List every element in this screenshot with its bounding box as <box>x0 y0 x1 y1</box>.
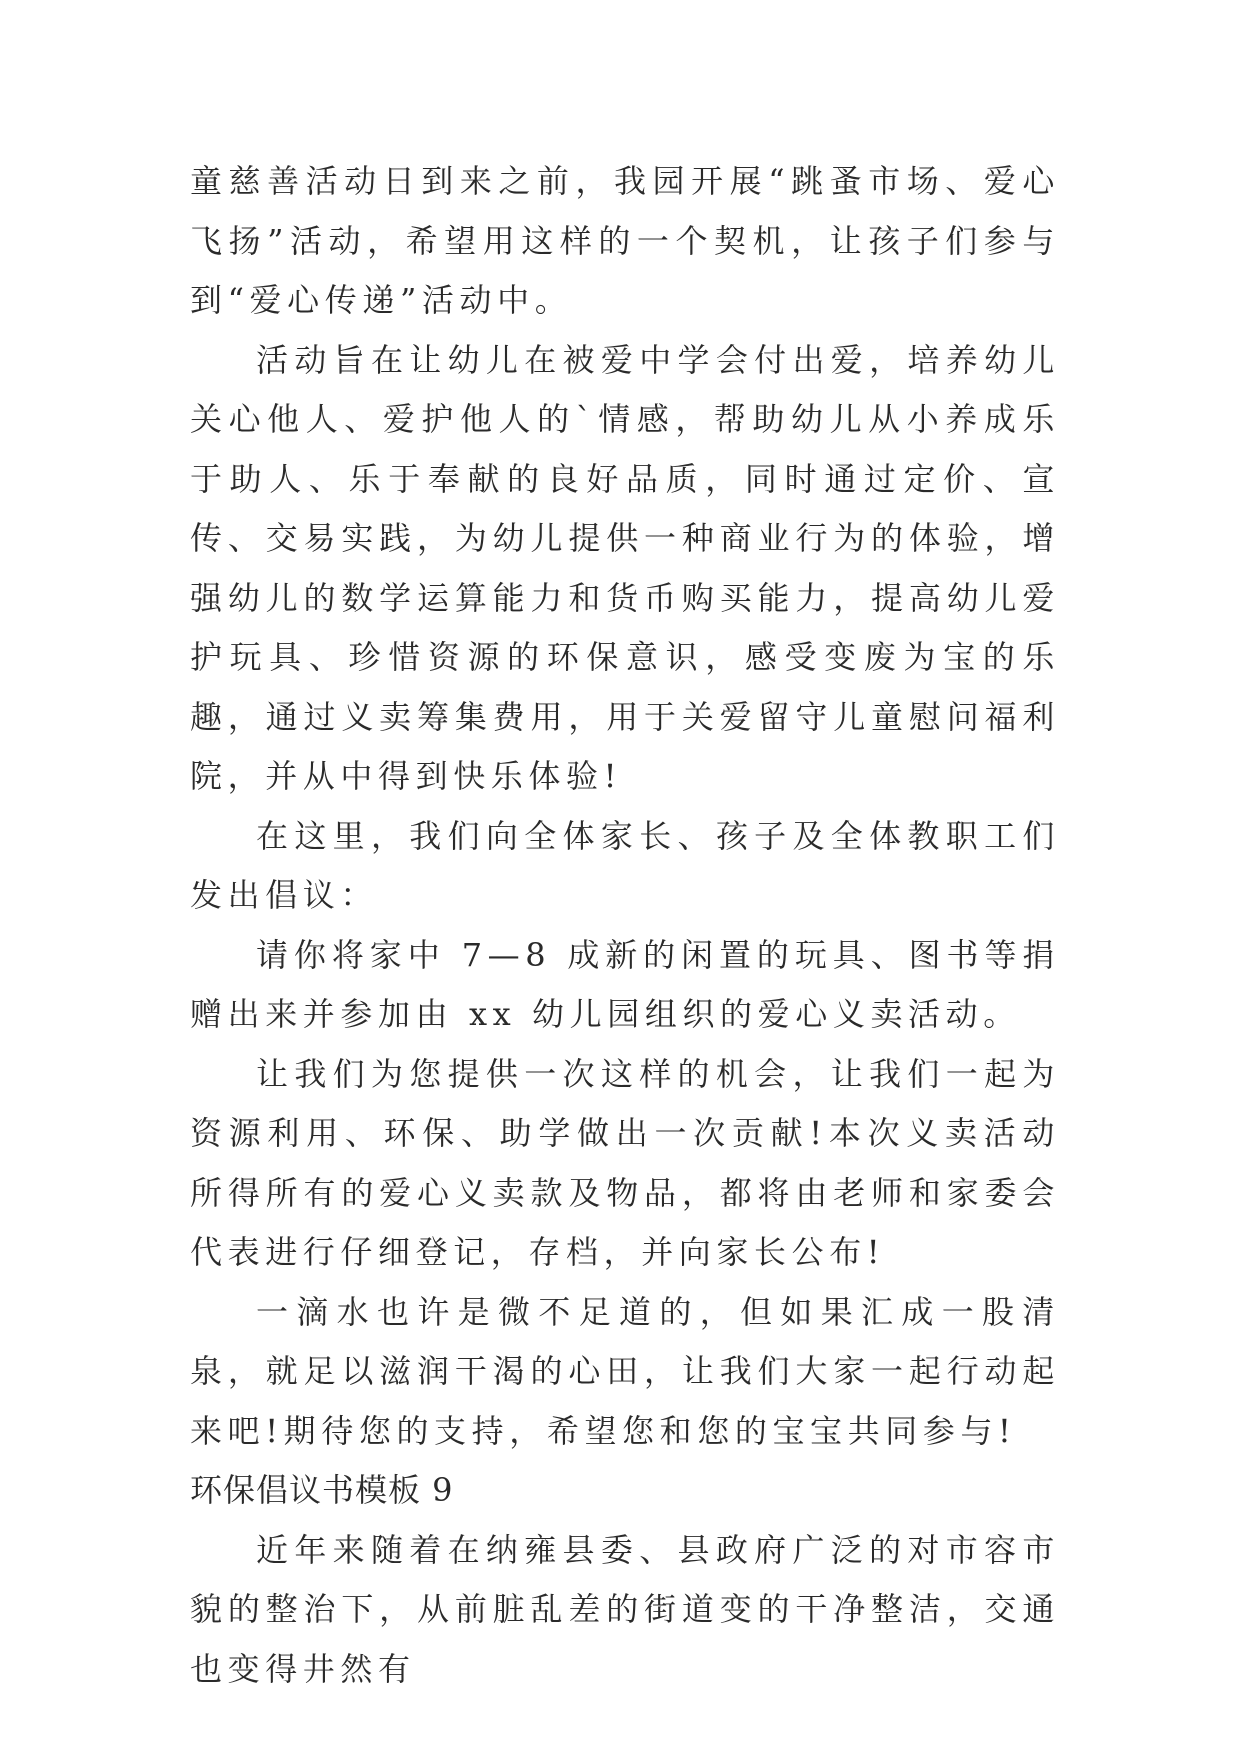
paragraph-1: 童慈善活动日到来之前，我园开展“跳蚤市场、爱心飞扬”活动，希望用这样的一个契机，让孩子们参与到“爱心传递”活动中。 <box>190 162 1060 319</box>
paragraph-7: 近年来随着在纳雍县委、县政府广泛的对市容市貌的整治下，从前脏乱差的街道变的干净整洁，交通也变得井然有 <box>190 1530 1060 1688</box>
paragraph-2: 活动旨在让幼儿在被爱中学会付出爱，培养幼儿关心他人、爱护他人的`情感，帮助幼儿从小养成乐于助人、乐于奉献的良好品质，同时通过定价、宣传、交易实践，为幼儿提供一种商业行为的体验，增强幼儿的数学运算能力和货币购买能力，提高幼儿爱护玩具、珍惜资源的环保意识，感受变废为宝的乐趣，通过义卖筹集费用，用于关爱留守儿童慰问福利院，并从中得到快乐体验! <box>190 340 1060 795</box>
paragraph-6: 一滴水也许是微不足道的，但如果汇成一股清泉，就足以滋润干渴的心田，让我们大家一起行动起来吧!期待您的支持，希望您和您的宝宝共同参与! <box>190 1292 1060 1450</box>
document-body <box>190 152 1060 1699</box>
paragraph-4: 请你将家中 7—8 成新的闲置的玩具、图书等捐赠出来并参加由 xx 幼儿园组织的爱心义卖活动。 <box>190 935 1060 1033</box>
section-heading: 环保倡议书模板 9 <box>190 1471 454 1509</box>
paragraph-5: 让我们为您提供一次这样的机会，让我们一起为资源利用、环保、助学做出一次贡献!本次义卖活动所得所有的爱心义卖款及物品，都将由老师和家委会代表进行仔细登记，存档，并向家长公布! <box>190 1054 1060 1271</box>
paragraph-3: 在这里，我们向全体家长、孩子及全体教职工们发出倡议： <box>190 816 1060 914</box>
